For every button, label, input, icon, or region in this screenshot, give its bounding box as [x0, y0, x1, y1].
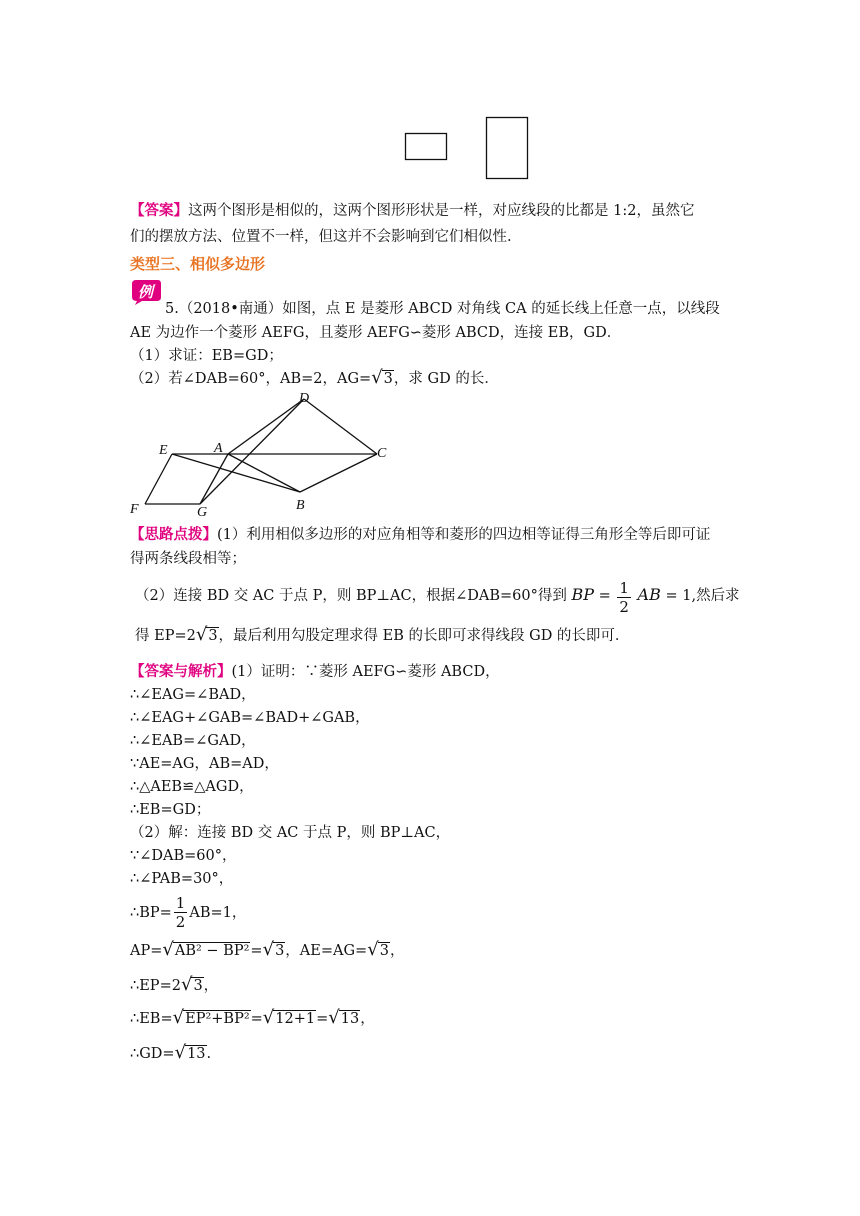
solution-step-4: ∵AE=AG，AB=AD，: [130, 756, 279, 772]
solution-step-7: （2）解：连接 BD 交 AC 于点 P，则 BP⊥AC，: [130, 825, 451, 841]
label-A: A: [214, 441, 223, 456]
hint-line-3: （2）连接 BD 交 AC 于点 P，则 BP⊥AC，根据∠DAB=60°得到 BP = $\frac{1}{2}$ AB = 1,然后求: [135, 579, 740, 616]
problem-part-2: （2）若∠DAB=60°，AB=2，AG=√3，求 GD 的长．: [130, 367, 499, 388]
solution-step-2: ∴∠EAG+∠GAB=∠BAD+∠GAB，: [130, 710, 370, 726]
solution-ep-line: ∴EP=2√3，: [130, 974, 219, 995]
solution-step-5: ∴△AEB≌△AGD，: [130, 779, 254, 795]
problem-part-1: （1）求证：EB=GD；: [130, 348, 283, 364]
problem-line-2: AE 为边作一个菱形 AEFG，且菱形 AEFG∽菱形 ABCD，连接 EB，GD．: [130, 325, 622, 341]
hint-line-4: 得 EP=2√3，最后利用勾股定理求得 EB 的长即可求得线段 GD 的长即可．: [135, 624, 630, 645]
solution-intro: 【答案与解析】(1）证明：∵菱形 AEFG∽菱形 ABCD，: [130, 664, 500, 680]
label-C: C: [377, 446, 387, 461]
solution-bp-line: ∴BP= $\frac{1}{2}$ AB=1，: [130, 894, 247, 931]
hint-line-2: 得两条线段相等；: [130, 551, 246, 567]
solution-step-3: ∴∠EAB=∠GAD，: [130, 733, 256, 749]
label-G: G: [197, 505, 208, 520]
label-E: E: [159, 443, 168, 458]
solution-step-9: ∴∠PAB=30°，: [130, 871, 234, 887]
rhombus-figure: [125, 388, 405, 520]
solution-ap-line: AP=√AB² − BP²=√3，AE=AG=√3，: [130, 939, 405, 960]
solution-step-6: ∴EB=GD；: [130, 802, 211, 818]
example-badge-icon: 例: [130, 278, 162, 306]
small-rectangle: [406, 134, 447, 160]
label-B: B: [296, 498, 305, 513]
label-D: D: [299, 391, 310, 406]
solution-gd-line: ∴GD=√13.: [130, 1042, 212, 1063]
problem-line-1: 5.（2018•南通）如图，点 E 是菱形 ABCD 对角线 CA 的延长线上任意一点，以线段: [165, 301, 720, 317]
solution-step-8: ∵∠DAB=60°，: [130, 848, 237, 864]
answer-line-2: 们的摆放方法、位置不一样，但这并不会影响到它们相似性.: [130, 229, 512, 245]
solution-step-1: ∴∠EAG=∠BAD，: [130, 687, 256, 703]
similar-rectangles-figure: [400, 112, 535, 184]
hint-line-1: 【思路点拨】(1）利用相似多边形的对应角相等和菱形的四边相等证得三角形全等后即可证: [130, 527, 711, 543]
large-rectangle: [487, 118, 528, 179]
solution-eb-line: ∴EB=√EP²+BP²=√12+1=√13，: [130, 1007, 375, 1028]
answer-line-1: 【答案】这两个图形是相似的，这两个图形形状是一样，对应线段的比都是 1:2，虽然它: [130, 203, 695, 219]
section-heading: 类型三、相似多边形: [130, 255, 266, 273]
label-F: F: [130, 502, 139, 517]
